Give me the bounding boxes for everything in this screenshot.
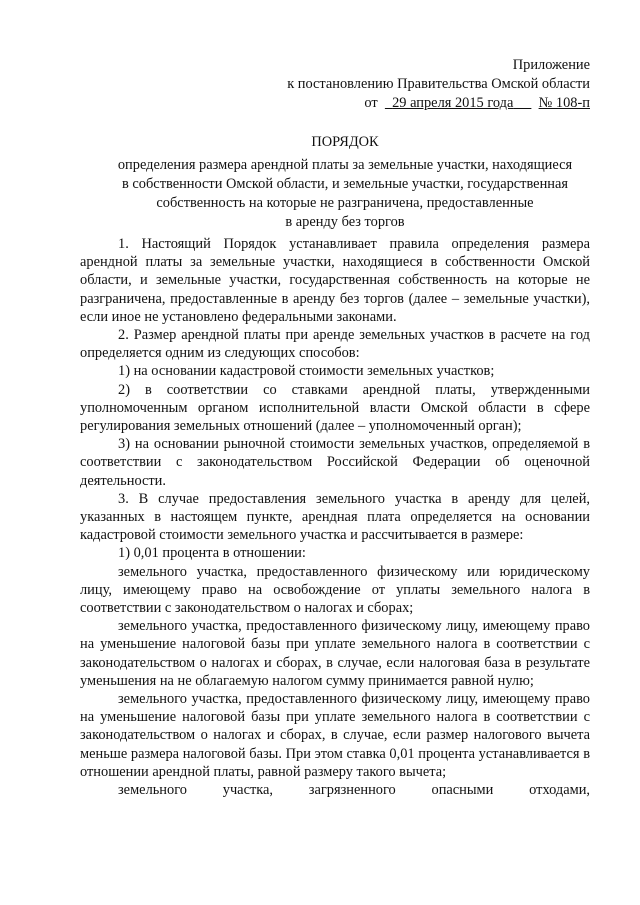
paragraph-3-subitem: земельного участка, предоставленного физическому лицу, имеющему право на уменьшение налоговой базы при уплате земельного налога в соответствии с законодательством о налогах и сборах, в случае, если налоговая база в результате уменьшения на не облагаемую налогом сумму принимается равной нулю;: [80, 618, 590, 689]
document-heading: ПОРЯДОК: [311, 134, 379, 150]
approval-from: от: [364, 95, 378, 111]
approval-number: № 108-п: [538, 95, 590, 111]
approval-annex-label: Приложение: [512, 57, 590, 73]
approval-resolution-ref: к постановлению Правительства Омской области: [287, 76, 590, 92]
document-subtitle-line: определения размера арендной платы за земельные участки, находящиеся: [117, 157, 573, 173]
paragraph-2-item-1: 1) на основании кадастровой стоимости земельных участков;: [118, 363, 495, 380]
approval-date-line: [287, 94, 590, 113]
document-body: [80, 235, 590, 799]
paragraph-2-item-2: 2) в соответствии со ставками арендной платы, утвержденными уполномоченным органом исполнительной власти Омской области в сфере регулирования земельных отношений (далее – уполномоченный орган);: [80, 381, 590, 435]
paragraph-3: 3. В случае предоставления земельного участка в аренду для целей, указанных в настоящем пункте, арендная плата определяется на основании кадастровой стоимости земельного участка и рассчитывается в размере:: [80, 490, 590, 544]
paragraph-1: 1. Настоящий Порядок устанавливает правила определения размера арендной платы за земельные участки, находящиеся в собственности Омской области, и земельные участки, государственная собственность на которые не разграничена, предоставленные в аренду без торгов (далее – земельные участки), если иное не установлено федеральными законами.: [80, 236, 590, 325]
paragraph-3-subitem: земельного участка, предоставленного физическому или юридическому лицу, имеющему право на освобождение от уплаты земельного налога в соответствии с законодательством о налогах и сборах;: [80, 563, 590, 617]
paragraph-3-item-1: 1) 0,01 процента в отношении:: [118, 545, 306, 562]
document-subtitle-line: в аренду без торгов: [285, 214, 405, 230]
document-subtitle-line: собственность на которые не разграничена, предоставленные: [156, 195, 534, 211]
paragraph-3-subitem: земельного участка, предоставленного физическому лицу, имеющему право на уменьшение налоговой базы при уплате земельного налога в соответствии с законодательством о налогах и сборах, в случае, если размер налогового вычета меньше размера налоговой базы. При этом ставка 0,01 процента устанавливается в отношении арендной платы, равной размеру такого вычета;: [80, 691, 590, 780]
paragraph-3-subitem: земельного участка, загрязненного опасными отходами,: [118, 782, 590, 799]
document-subtitle-line: в собственности Омской области, и земельные участки, государственная: [122, 176, 568, 192]
approval-block: [287, 56, 590, 113]
paragraph-2-item-3: 3) на основании рыночной стоимости земельных участков, определяемой в соответствии с законодательством Российской Федерации об оценочной деятельности.: [80, 436, 590, 489]
paragraph-2: 2. Размер арендной платы при аренде земельных участков в расчете на год определяется одним из следующих способов:: [80, 327, 590, 362]
approval-date: 29 апреля 2015 года: [392, 95, 514, 111]
document-title-block: [80, 133, 610, 232]
